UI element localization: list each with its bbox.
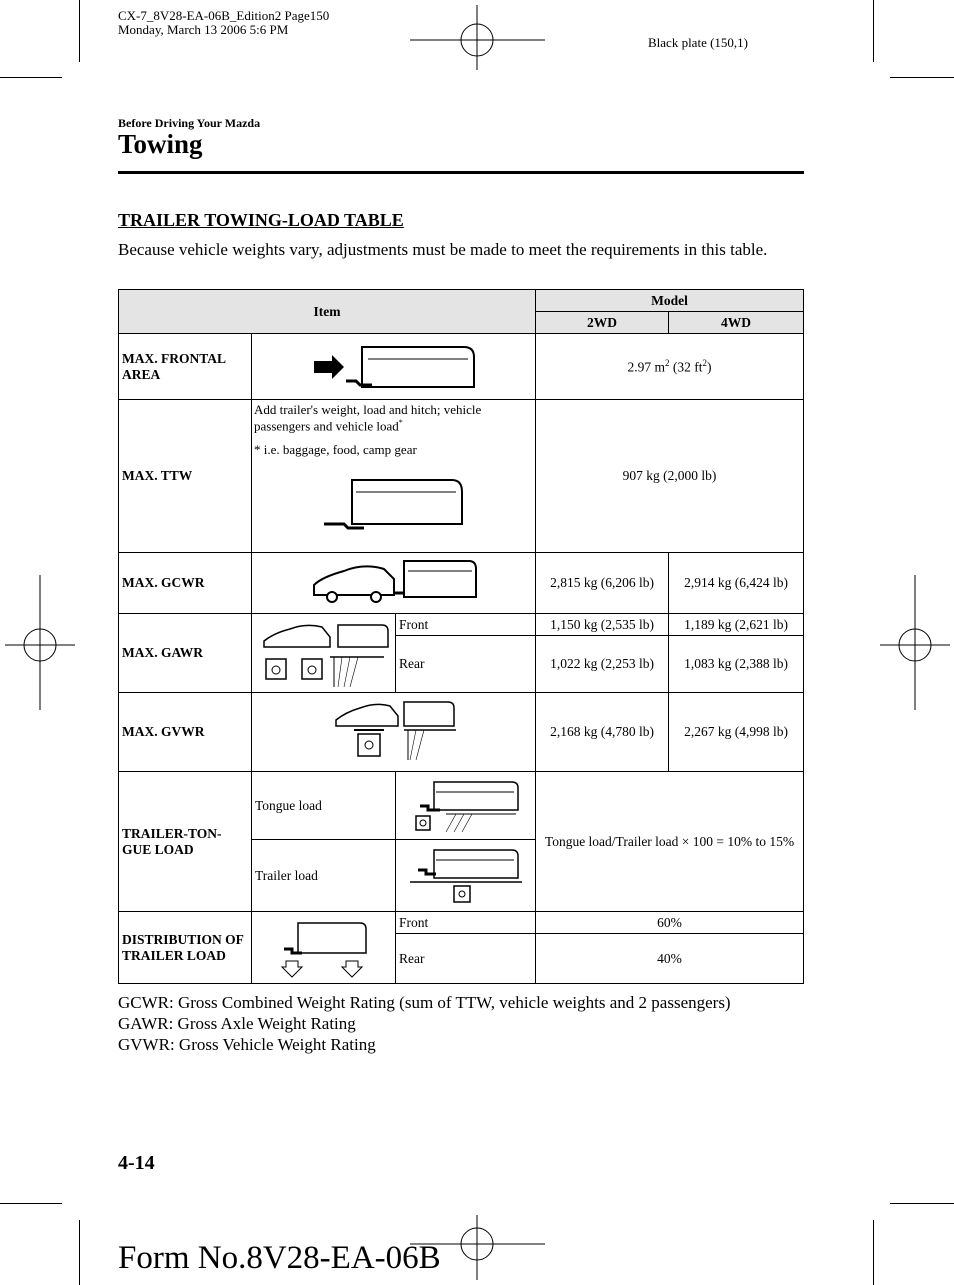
legend-gawr: GAWR: Gross Axle Weight Rating: [118, 1014, 356, 1033]
tongue-scale-icon: [406, 776, 526, 836]
ttw-description: Add trailer's weight, load and hitch; vehicle passengers and vehicle load*: [254, 402, 482, 434]
tongue-load-label: TRAILER-TON-GUE LOAD: [119, 772, 252, 912]
form-number: Form No.8V28-EA-06B: [118, 1240, 441, 1276]
frontal-area-label: MAX. FRONTAL AREA: [119, 334, 252, 400]
gcwr-label: MAX. GCWR: [119, 553, 252, 614]
trailer-front-arrow-icon: [284, 337, 504, 397]
load-distribution-icon: [264, 917, 384, 979]
ttw-label: MAX. TTW: [119, 400, 252, 553]
tongue-load-value: Tongue load/Trailer load × 100 = 10% to 15%: [536, 772, 804, 912]
distribution-front-label: Front: [396, 912, 536, 934]
legend-gcwr: GCWR: Gross Combined Weight Rating (sum of TTW, vehicle weights and 2 passengers): [118, 993, 731, 1012]
legend-gvwr: GVWR: Gross Vehicle Weight Rating: [118, 1035, 376, 1054]
gvwr-label: MAX. GVWR: [119, 693, 252, 772]
gcwr-illustration: [252, 553, 536, 614]
trailer-load-illustration: [396, 840, 536, 912]
gawr-rear-label: Rear: [396, 636, 536, 693]
gawr-front-4wd: 1,189 kg (2,621 lb): [669, 614, 804, 636]
intro-paragraph: Because vehicle weights vary, adjustments must be made to meet the requirements in this table.: [118, 240, 768, 259]
gawr-front-2wd: 1,150 kg (2,535 lb): [536, 614, 669, 636]
section-label: Before Driving Your Mazda: [118, 116, 261, 130]
print-header-date: Monday, March 13 2006 5:6 PM: [118, 22, 289, 37]
print-header-plate: Black plate (150,1): [648, 35, 748, 50]
gawr-rear-4wd: 1,083 kg (2,388 lb): [669, 636, 804, 693]
trailer-icon: [322, 476, 482, 538]
axle-scale-icon: [254, 617, 394, 689]
distribution-front-value: 60%: [536, 912, 804, 934]
page-number: 4-14: [118, 1152, 155, 1174]
tongue-load-illustration: [396, 772, 536, 840]
header-item: Item: [119, 290, 536, 334]
gawr-illustration: [252, 614, 396, 693]
gawr-front-label: Front: [396, 614, 536, 636]
gvwr-4wd-value: 2,267 kg (4,998 lb): [669, 693, 804, 772]
frontal-area-value: 2.97 $m^2$ (32 $ft^2$): [536, 334, 804, 400]
distribution-rear-value: 40%: [536, 934, 804, 984]
distribution-illustration: [252, 912, 396, 984]
trailer-scale-icon: [406, 846, 526, 906]
ttw-value: 907 kg (2,000 lb): [536, 400, 804, 553]
gawr-label: MAX. GAWR: [119, 614, 252, 693]
trailer-load-row-label: Trailer load: [252, 840, 396, 912]
header-model: Model: [536, 290, 804, 312]
header-2wd: 2WD: [536, 312, 669, 334]
vehicle-scale-icon: [324, 698, 464, 766]
tongue-load-row-label: Tongue load: [252, 772, 396, 840]
ttw-description-cell: [252, 400, 536, 553]
gvwr-2wd-value: 2,168 kg (4,780 lb): [536, 693, 669, 772]
page-title: Towing: [118, 129, 203, 159]
print-header-file: CX-7_8V28-EA-06B_Edition2 Page150: [118, 8, 330, 23]
car-with-trailer-icon: [304, 557, 484, 609]
ttw-footnote: * i.e. baggage, food, camp gear: [254, 442, 417, 458]
frontal-area-illustration: [252, 334, 536, 400]
header-4wd: 4WD: [669, 312, 804, 334]
subheading: TRAILER TOWING-LOAD TABLE: [118, 210, 404, 230]
distribution-label: DISTRIBUTION OF TRAILER LOAD: [119, 912, 252, 984]
gcwr-2wd-value: 2,815 kg (6,206 lb): [536, 553, 669, 614]
towing-load-table: [118, 289, 804, 984]
title-rule: [118, 171, 804, 174]
gvwr-illustration: [252, 693, 536, 772]
gawr-rear-2wd: 1,022 kg (2,253 lb): [536, 636, 669, 693]
distribution-rear-label: Rear: [396, 934, 536, 984]
gcwr-4wd-value: 2,914 kg (6,424 lb): [669, 553, 804, 614]
